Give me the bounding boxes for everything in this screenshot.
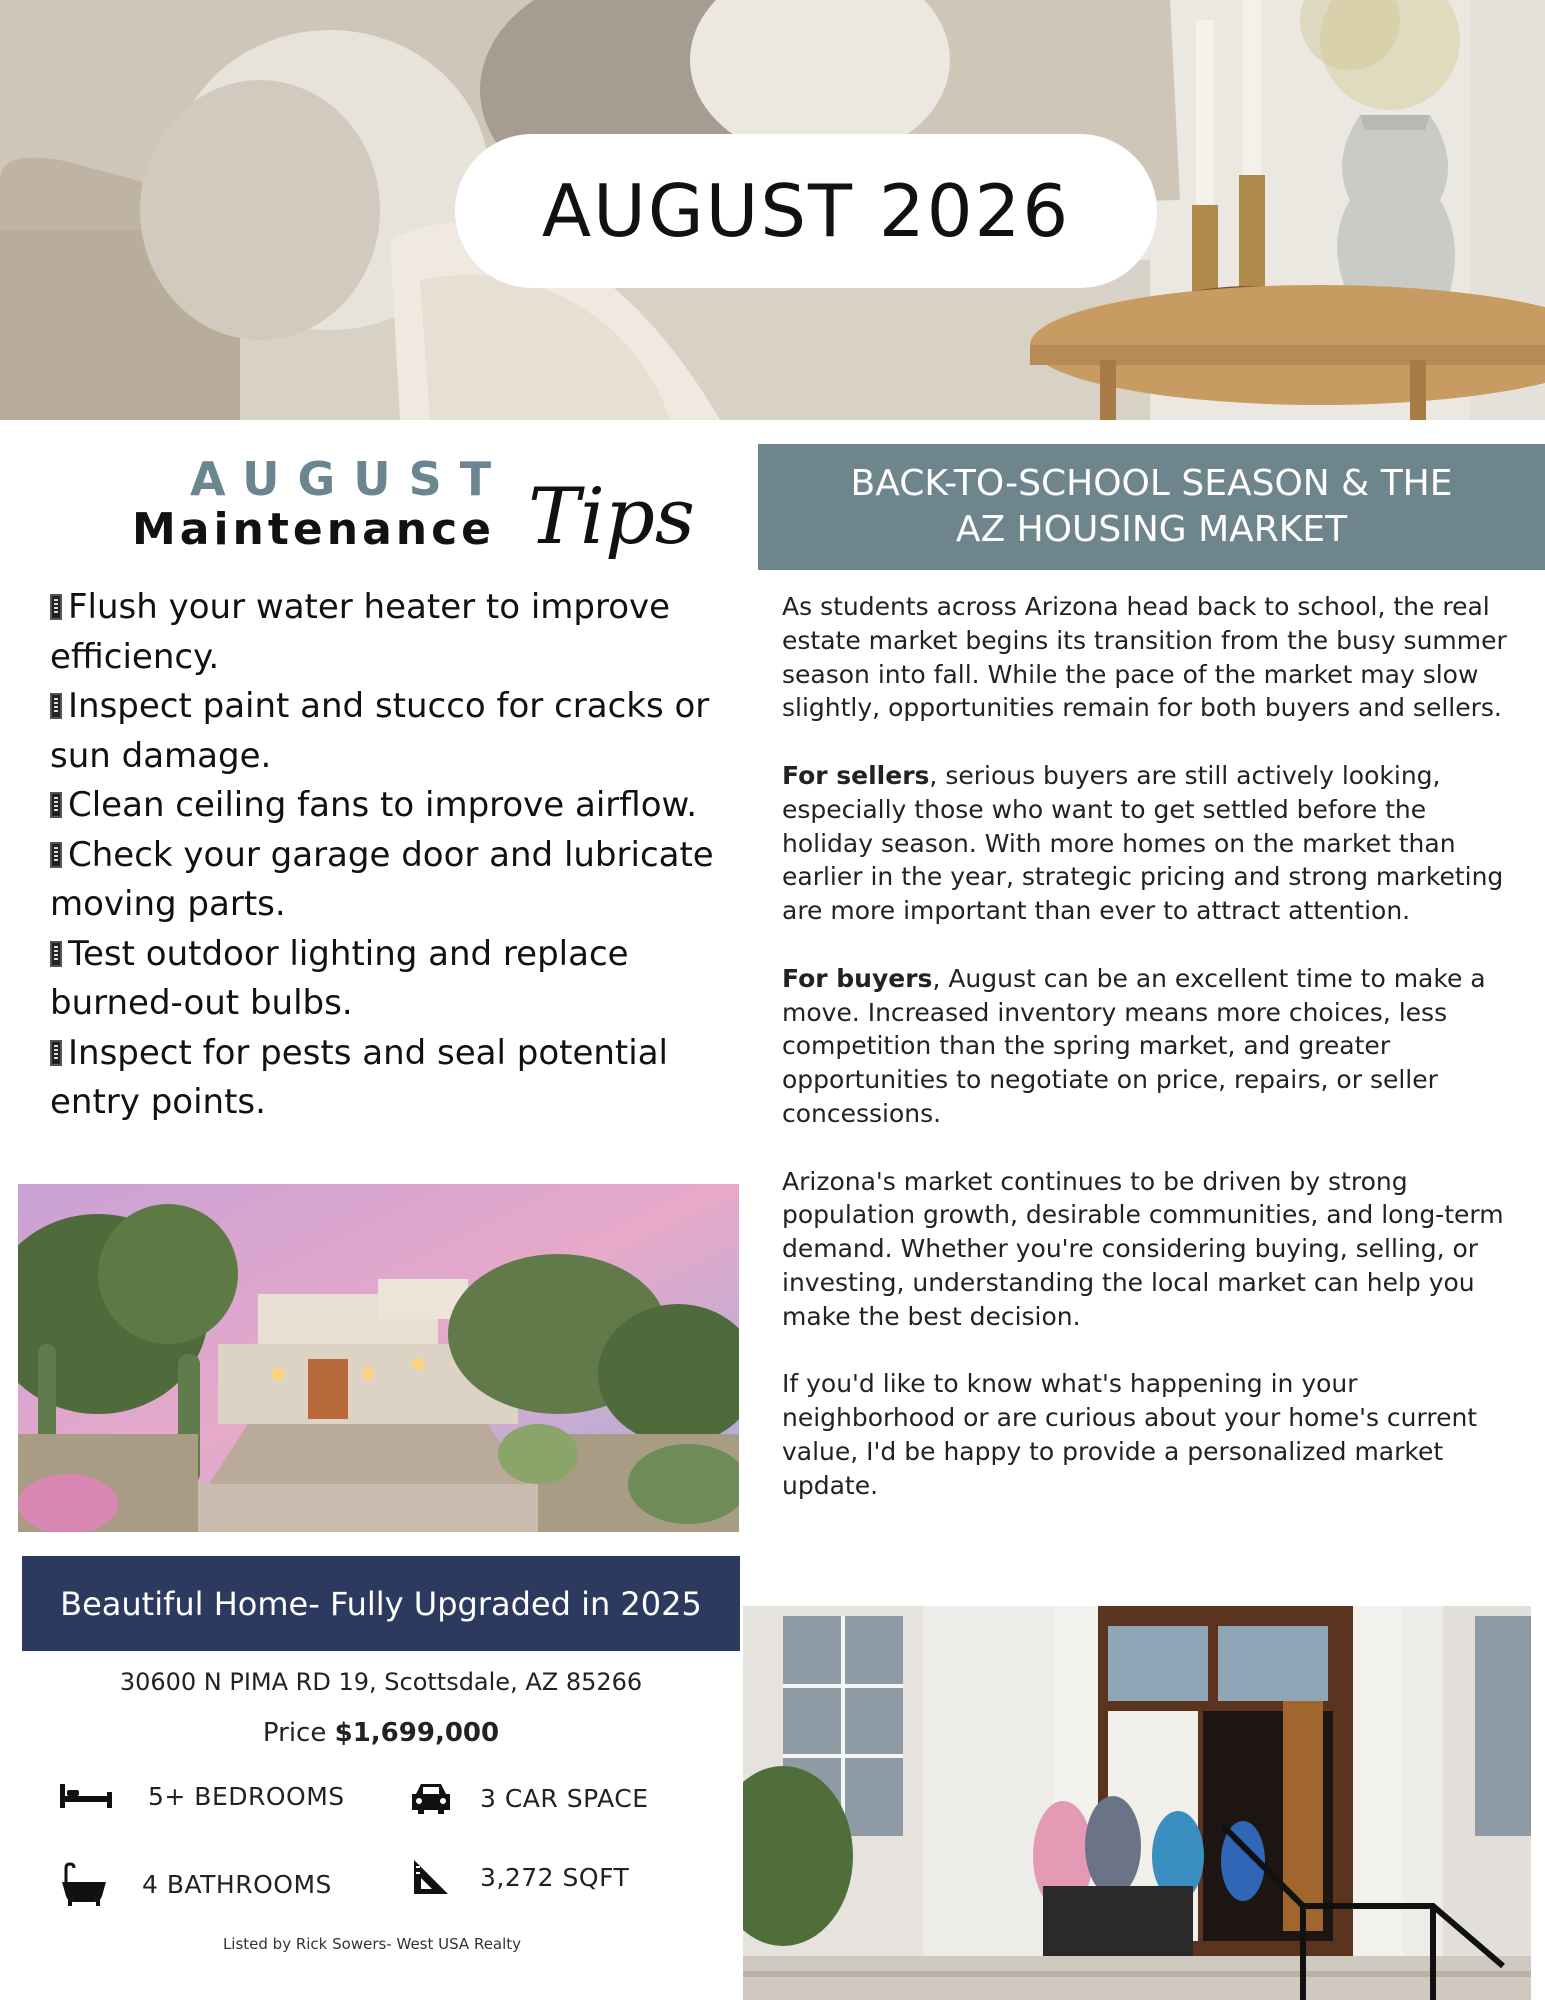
article-sellers-text: , serious buyers are still actively looking, especially those who want to get settled before the holiday season. With more homes on the market than earlier in the year, strategic pricing and strong marketing are more important than ever to attract attention.	[782, 760, 1504, 926]
tip-text: Flush your water heater to improve efficiency.	[50, 587, 671, 677]
tip-text: Inspect for pests and seal potential entry points.	[50, 1032, 668, 1122]
tips-heading-maintenance: Maintenance	[132, 504, 496, 555]
bed-icon	[58, 1780, 114, 1812]
article-title-line1: BACK-TO-SCHOOL SEASON & THE	[850, 463, 1453, 504]
feature-car-space-label: 3 CAR SPACE	[480, 1783, 649, 1813]
tips-heading	[120, 448, 695, 588]
article-buyers-lead: For buyers	[782, 963, 933, 993]
list-item	[50, 781, 730, 831]
feature-bedrooms-label: 5+ BEDROOMS	[148, 1781, 345, 1811]
tip-text: Test outdoor lighting and replace burned-out bulbs.	[50, 933, 629, 1023]
list-item	[50, 1029, 730, 1128]
battery-icon	[50, 792, 62, 818]
article-title-line2: AZ HOUSING MARKET	[955, 509, 1348, 550]
feature-sqft	[412, 1858, 629, 1896]
listing-title-banner	[22, 1556, 740, 1651]
article-title	[851, 461, 1453, 553]
desert-home-photo	[18, 1184, 739, 1532]
article-body	[782, 590, 1522, 1536]
list-item	[50, 831, 730, 930]
article-paragraph: If you'd like to know what's happening in your neighborhood or are curious about your home's current value, I'd be happy to provide a personalized market update.	[782, 1369, 1478, 1500]
feature-bathrooms	[60, 1862, 332, 1906]
article-paragraph	[782, 962, 1522, 1131]
feature-bedrooms	[58, 1780, 345, 1812]
article-sellers-lead: For sellers	[782, 760, 930, 790]
battery-icon	[50, 594, 62, 620]
listing-title: Beautiful Home- Fully Upgraded in 2025	[60, 1584, 702, 1623]
school-entrance-photo	[743, 1606, 1531, 2000]
ruler-triangle-icon	[412, 1858, 450, 1896]
tips-heading-month: AUGUST	[190, 452, 510, 506]
hero-title-pill	[455, 134, 1157, 288]
listing-address: 30600 N PIMA RD 19, Scottsdale, AZ 85266	[119, 1668, 643, 1696]
page-title: AUGUST 2026	[541, 169, 1071, 253]
listed-by: Listed by Rick Sowers- West USA Realty	[222, 1935, 522, 1953]
car-icon	[410, 1780, 452, 1816]
list-item	[50, 682, 730, 781]
list-item	[50, 583, 730, 682]
tip-text: Inspect paint and stucco for cracks or sun damage.	[50, 686, 710, 776]
article-buyers-text: , August can be an excellent time to make a move. Increased inventory means more choices, less competition than the spring market, and greater opportunities to negotiate on price, repairs, or seller concessions.	[782, 963, 1486, 1128]
bathtub-icon	[60, 1862, 108, 1906]
listing-price	[22, 1718, 740, 1748]
article-paragraph: Arizona's market continues to be driven by strong population growth, desirable communities, and long-term demand. Whether you're considering buying, selling, or investing, understanding the local market can help you make the best decision.	[782, 1166, 1504, 1331]
feature-bathrooms-label: 4 BATHROOMS	[142, 1869, 332, 1899]
price-label: Price	[262, 1718, 335, 1748]
list-item	[50, 930, 730, 1029]
article-paragraph	[782, 759, 1522, 928]
battery-icon	[50, 693, 62, 719]
tips-list	[50, 583, 730, 1128]
feature-sqft-label: 3,272 SQFT	[480, 1862, 630, 1892]
battery-icon	[50, 941, 62, 967]
hero-banner	[0, 0, 1545, 420]
article-paragraph: As students across Arizona head back to school, the real estate market begins its transition from the busy summer season into fall. While the pace of the market may slow slightly, opportunities remain for both buyers and sellers.	[782, 592, 1507, 723]
article-title-banner	[758, 444, 1545, 570]
battery-icon	[50, 1040, 62, 1066]
feature-car-space	[410, 1780, 649, 1816]
tips-heading-script: Tips	[528, 472, 695, 562]
price-value: $1,699,000	[334, 1718, 500, 1748]
tip-text: Check your garage door and lubricate moving parts.	[50, 834, 714, 924]
tip-text: Clean ceiling fans to improve airflow.	[68, 785, 697, 825]
battery-icon	[50, 842, 62, 868]
